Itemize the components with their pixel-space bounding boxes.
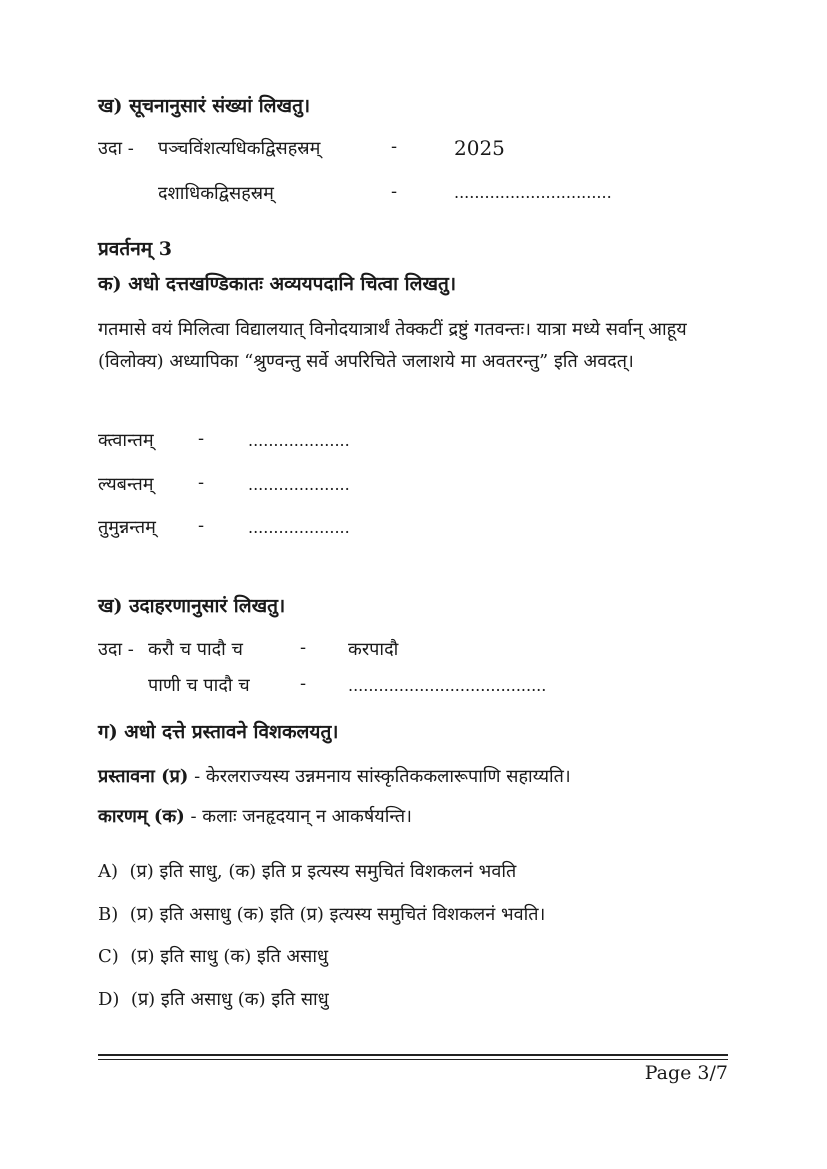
option-text: (प्र) इति साधु (क) इति असाधु	[130, 946, 329, 967]
answer-blank: ....................	[248, 475, 350, 494]
option-a	[98, 859, 516, 883]
dash: -	[198, 472, 205, 493]
karanam-label: कारणम् (क)	[98, 806, 185, 827]
section-title: प्रवर्तनम् 3	[98, 238, 172, 260]
example-label: उदा -	[98, 639, 134, 660]
dash: -	[391, 181, 398, 202]
page-number: Page 3/7	[644, 1062, 728, 1084]
answer-blank: ....................	[248, 518, 350, 537]
option-d	[98, 987, 329, 1011]
item-label: तुमुन्नन्तम्	[98, 517, 156, 538]
number-word: दशाधिकद्विसहस्रम्	[158, 183, 274, 204]
option-letter: A)	[98, 861, 119, 882]
dash: -	[300, 637, 307, 658]
dash: -	[300, 673, 307, 694]
answer-blank: ...............................	[454, 183, 612, 202]
footer-rule	[98, 1054, 728, 1056]
example-label: उदा -	[98, 138, 134, 159]
prastavana-text: - केरलराज्यस्य उन्नमनाय सांस्कृतिककलारूपाणि सहाय्यति।	[188, 766, 571, 787]
option-letter: C)	[98, 946, 119, 967]
dash: -	[198, 428, 205, 449]
number-word: पञ्चविंशत्यधिकद्विसहस्रम्	[158, 138, 321, 159]
answer-blank: .......................................	[348, 676, 547, 695]
section-kha-heading: ख) सूचनानुसारं संख्यां लिखतु।	[98, 95, 311, 117]
dash: -	[391, 136, 398, 157]
section-ka-heading: क) अधो दत्तखण्डिकातः अव्ययपदानि चित्वा लिखतु।	[98, 273, 457, 295]
section-ga-heading: ग) अधो दत्ते प्रस्तावने विशकलयतु।	[98, 721, 339, 743]
number-answer: 2025	[454, 136, 505, 160]
option-letter: B)	[98, 904, 119, 925]
passage: गतमासे वयं मिलित्वा विद्यालयात् विनोदयात्रार्थं तेक्कटीं द्रष्टुं गतवन्तः। यात्रा मध्ये सर्वान् आहूय (विलोक्य) अध्यापिका “श्रुण्वन्तु सर्वे अपरिचिते जलाशये मा अवतरन्तु” इति अवदत्।	[98, 319, 687, 372]
example-left: करौ च पादौ च	[148, 639, 243, 660]
example-left: पाणी च पादौ च	[148, 675, 250, 696]
option-text: (प्र) इति असाधु (क) इति (प्र) इत्यस्य समुचितं विशकलनं भवति।	[129, 904, 546, 925]
item-label: ल्यबन्तम्	[98, 474, 154, 495]
section-kha-heading: ख) उदाहरणानुसारं लिखतु।	[98, 595, 286, 617]
option-letter: D)	[98, 989, 120, 1010]
prastavana-label: प्रस्तावना (प्र)	[98, 766, 189, 787]
answer-blank: ....................	[248, 431, 350, 450]
option-text: (प्र) इति असाधु (क) इति साधु	[130, 989, 329, 1010]
example-answer: करपादौ	[348, 639, 399, 660]
dash: -	[198, 515, 205, 536]
prastavana-line	[98, 764, 571, 788]
karanam-text: - कलाः जनहृदयान् न आकर्षयन्ति।	[184, 806, 413, 827]
footer-rule-thin	[98, 1059, 728, 1060]
option-text: (प्र) इति साधु, (क) इति प्र इत्यस्य समुचितं विशकलनं भवति	[129, 861, 517, 882]
item-label: क्त्वान्तम्	[98, 430, 154, 451]
option-b	[98, 902, 545, 926]
option-c	[98, 944, 328, 968]
karanam-line	[98, 804, 412, 828]
